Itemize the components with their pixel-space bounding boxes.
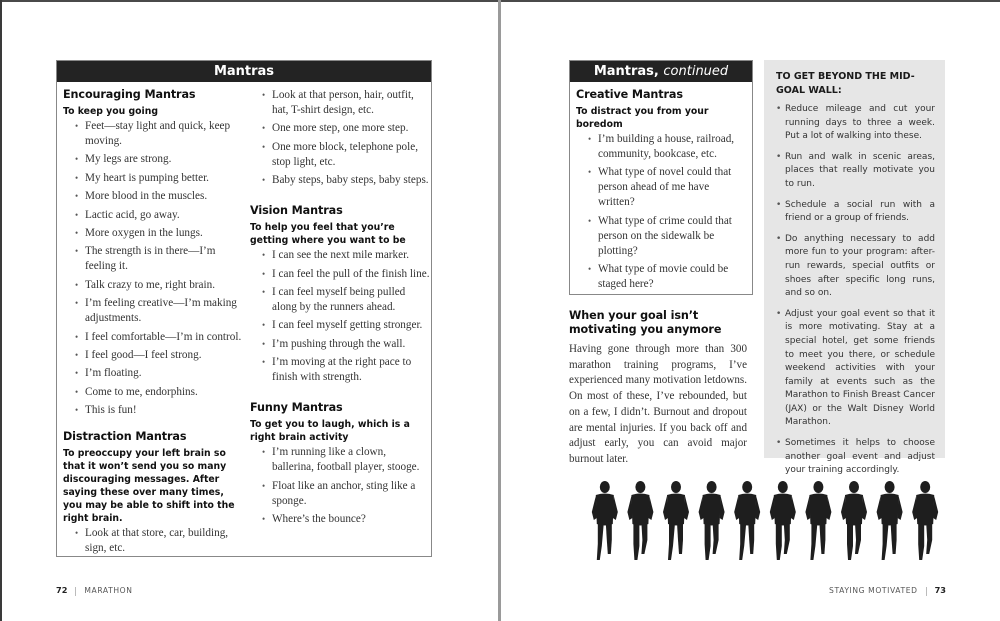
runner-shape [826,496,831,520]
list-item: • Baby steps, baby steps, baby steps. [262,173,430,188]
runner-shape [877,496,882,520]
list-item: • What type of crime could that person on the sidewalk be plotting? [588,214,746,259]
runner-shape [776,523,782,560]
creative-section [570,82,752,292]
list-item: • I’m feeling creative—I’m making adjustments. [75,296,245,326]
footer-divider [75,587,76,596]
right-page [501,0,1000,621]
list-item: • I’m building a house, railroad, community, bookcase, etc. [588,132,746,162]
runner-figure [699,481,725,560]
runner-shape [596,494,614,526]
list-item: • Feet—stay light and quick, keep moving. [75,119,245,149]
runner-shape [791,496,796,520]
runner-shape [770,496,775,520]
runner-shape [774,494,792,526]
runner-shape [705,523,711,560]
section-subheading: To keep you going [63,106,158,117]
runner-shape [748,523,754,554]
runner-shape [627,496,632,520]
runner-shape [742,481,752,493]
runner-shape [677,523,683,554]
runner-shape [720,496,725,520]
runner-figure [770,481,796,560]
list-item: • One more block, telephone pole, stop light, etc. [262,140,430,170]
section-subheading: To distract you from your boredom [576,106,709,130]
runner-shape [819,523,825,554]
section-heading: Vision Mantras [250,204,343,218]
runner-shape [778,481,788,493]
mantras-continued-box [569,60,753,295]
runner-shape [916,494,934,526]
mantras-column-1 [63,88,245,568]
box-title: Mantras, [593,64,659,79]
runner-shape [668,523,675,560]
runner-shape [633,523,639,560]
funny-section [250,401,430,527]
runner-shape [648,496,653,520]
runner-shape [671,481,681,493]
list-item: • I can feel myself getting stronger. [262,318,430,333]
mantra-list [250,88,430,188]
list-item: • I feel comfortable—I’m in control. [75,330,245,345]
runner-shape [699,496,704,520]
runner-figure [805,481,831,560]
list-item: • I can feel myself being pulled along by the runners ahead. [262,285,430,315]
list-item: • I’m moving at the right pace to finish with strength. [262,355,430,385]
runner-shape [881,494,899,526]
list-item: • Float like an anchor, sting like a sponge. [262,479,430,509]
sidebar-list [776,103,935,478]
page-number: 72 [56,585,68,595]
list-item: • Lactic acid, go away. [75,208,245,223]
runner-shape [920,481,930,493]
encouraging-section [63,88,245,418]
runner-shape [713,523,719,554]
list-item: • Reduce mileage and cut your running days to three a week. Put a lot of walking into these. [776,103,935,144]
runner-figure [663,481,689,560]
list-item: • What type of novel could that person ahead of me have written? [588,165,746,210]
runner-figure [592,481,618,560]
mantra-list [250,248,430,385]
runner-shape [809,494,827,526]
footer-divider [926,587,927,596]
list-item: • My heart is pumping better. [75,171,245,186]
list-item: • Look at that store, car, building, sign, etc. [75,526,245,556]
runner-shape [862,496,867,520]
runner-shape [898,496,903,520]
distraction-section [63,430,245,556]
runner-shape [667,494,685,526]
list-item: • This is fun! [75,403,245,418]
list-item: • The strength is in there—I’m feeling it. [75,244,245,274]
distraction-continued [250,88,430,188]
list-item: • I’m running like a clown, ballerina, football player, stooge. [262,445,430,475]
mantra-list [576,132,746,292]
list-item: • Look at that person, hair, outfit, hat, T-shirt design, etc. [262,88,430,118]
mantras-box-title: Mantras [57,61,431,82]
sidebar-title: TO GET BEYOND THE MID-GOAL WALL: [776,71,915,96]
page-footer [56,585,133,596]
vision-section [250,204,430,385]
runner-shape [912,496,917,520]
runners-silhouette-icon [587,478,943,563]
body-paragraph: Having gone through more than 300 marathon training programs, I’ve experienced many motivation letdowns. On most of these, I’ve rebounded, but on a few, I didn’t. Burnout and dropout are mental injuries. If you back off and adjust early, you can avoid major burnout later. [569,343,747,465]
runner-shape [606,523,612,554]
runner-shape [600,481,610,493]
runner-figure [627,481,653,560]
runner-figure [841,481,867,560]
motivation-section [569,309,747,468]
list-item: • More blood in the muscles. [75,189,245,204]
list-item: • One more step, one more step. [262,121,430,136]
section-heading: Distraction Mantras [63,430,187,444]
left-page [0,0,498,621]
box-title-suffix: continued [663,64,729,79]
section-heading: Creative Mantras [576,88,683,101]
list-item: • Run and walk in scenic areas, places that really motivate you to run. [776,151,935,192]
list-item: • My legs are strong. [75,152,245,167]
runner-shape [891,523,897,554]
mantra-list [63,119,245,418]
runner-shape [918,523,924,560]
page-number: 73 [934,585,946,595]
runner-shape [813,481,823,493]
running-head: MARATHON [84,586,133,595]
runner-shape [845,494,863,526]
runner-shape [739,523,746,560]
runner-figure [877,481,903,560]
runner-shape [885,481,895,493]
section-subheading: To get you to laugh, which is a right brain activity [250,419,410,444]
runner-shape [841,496,846,520]
list-item: • Where’s the bounce? [262,512,430,527]
list-item: • More oxygen in the lungs. [75,226,245,241]
runner-shape [734,496,739,520]
runner-shape [707,481,717,493]
running-head: STAYING MOTIVATED [829,586,918,595]
runner-shape [933,496,938,520]
runner-shape [597,523,604,560]
list-item: • I’m pushing through the wall. [262,337,430,352]
runner-shape [805,496,810,520]
mantra-list [250,445,430,527]
mantras-column-2 [250,88,430,539]
runner-shape [613,496,618,520]
mantra-list [63,526,245,556]
runner-shape [855,523,861,554]
list-item: • I’m floating. [75,366,245,381]
list-item: • Schedule a social run with a friend or a group of friends. [776,199,935,226]
runner-shape [784,523,790,554]
runner-shape [882,523,889,560]
runner-figure [912,481,938,560]
runner-shape [755,496,760,520]
runner-shape [631,494,649,526]
list-item: • Adjust your goal event so that it is more motivating. Stay at a special hotel, get some friends to meet you there, or schedule weekend activities with your family at events such as the Marathon to Finish Breast Cancer (JAX) or the Walt Disney World Marathon. [776,308,935,430]
section-heading: Funny Mantras [250,401,343,415]
runner-shape [810,523,817,560]
list-item: • Sometimes it helps to choose another goal event and adjust your training accordingly. [776,437,935,478]
runner-shape [703,494,721,526]
list-item: • I can feel the pull of the finish line. [262,267,430,282]
runner-shape [641,523,647,554]
runner-shape [684,496,689,520]
runner-shape [592,496,597,520]
runner-figure [734,481,760,560]
section-subheading: To preoccupy your left brain so that it won’t send you so many discouraging messages. After saying these over many times, you may be able to shift into the right brain. [63,448,235,525]
runner-shape [849,481,859,493]
list-item: • I feel good—I feel strong. [75,348,245,363]
runner-shape [926,523,932,554]
section-subheading: To help you feel that you’re getting where you want to be [250,222,406,247]
runner-shape [663,496,668,520]
section-heading: Encouraging Mantras [63,88,196,101]
mantras-box [56,60,432,557]
runner-shape [738,494,756,526]
list-item: • Talk crazy to me, right brain. [75,278,245,293]
list-item: • What type of movie could be staged here? [588,262,746,292]
runner-shape [635,481,645,493]
list-item: • Come to me, endorphins. [75,385,245,400]
page-footer [829,585,946,596]
section-heading: When your goal isn’t motivating you anymore [569,309,722,336]
mid-goal-wall-sidebar [764,60,945,476]
list-item: • I can see the next mile marker. [262,248,430,263]
runner-shape [847,523,853,560]
mantras-continued-title [570,61,752,82]
list-item: • Do anything necessary to add more fun to your program: after-run rewards, special outfits or shoes after specific long runs, and so on. [776,233,935,301]
